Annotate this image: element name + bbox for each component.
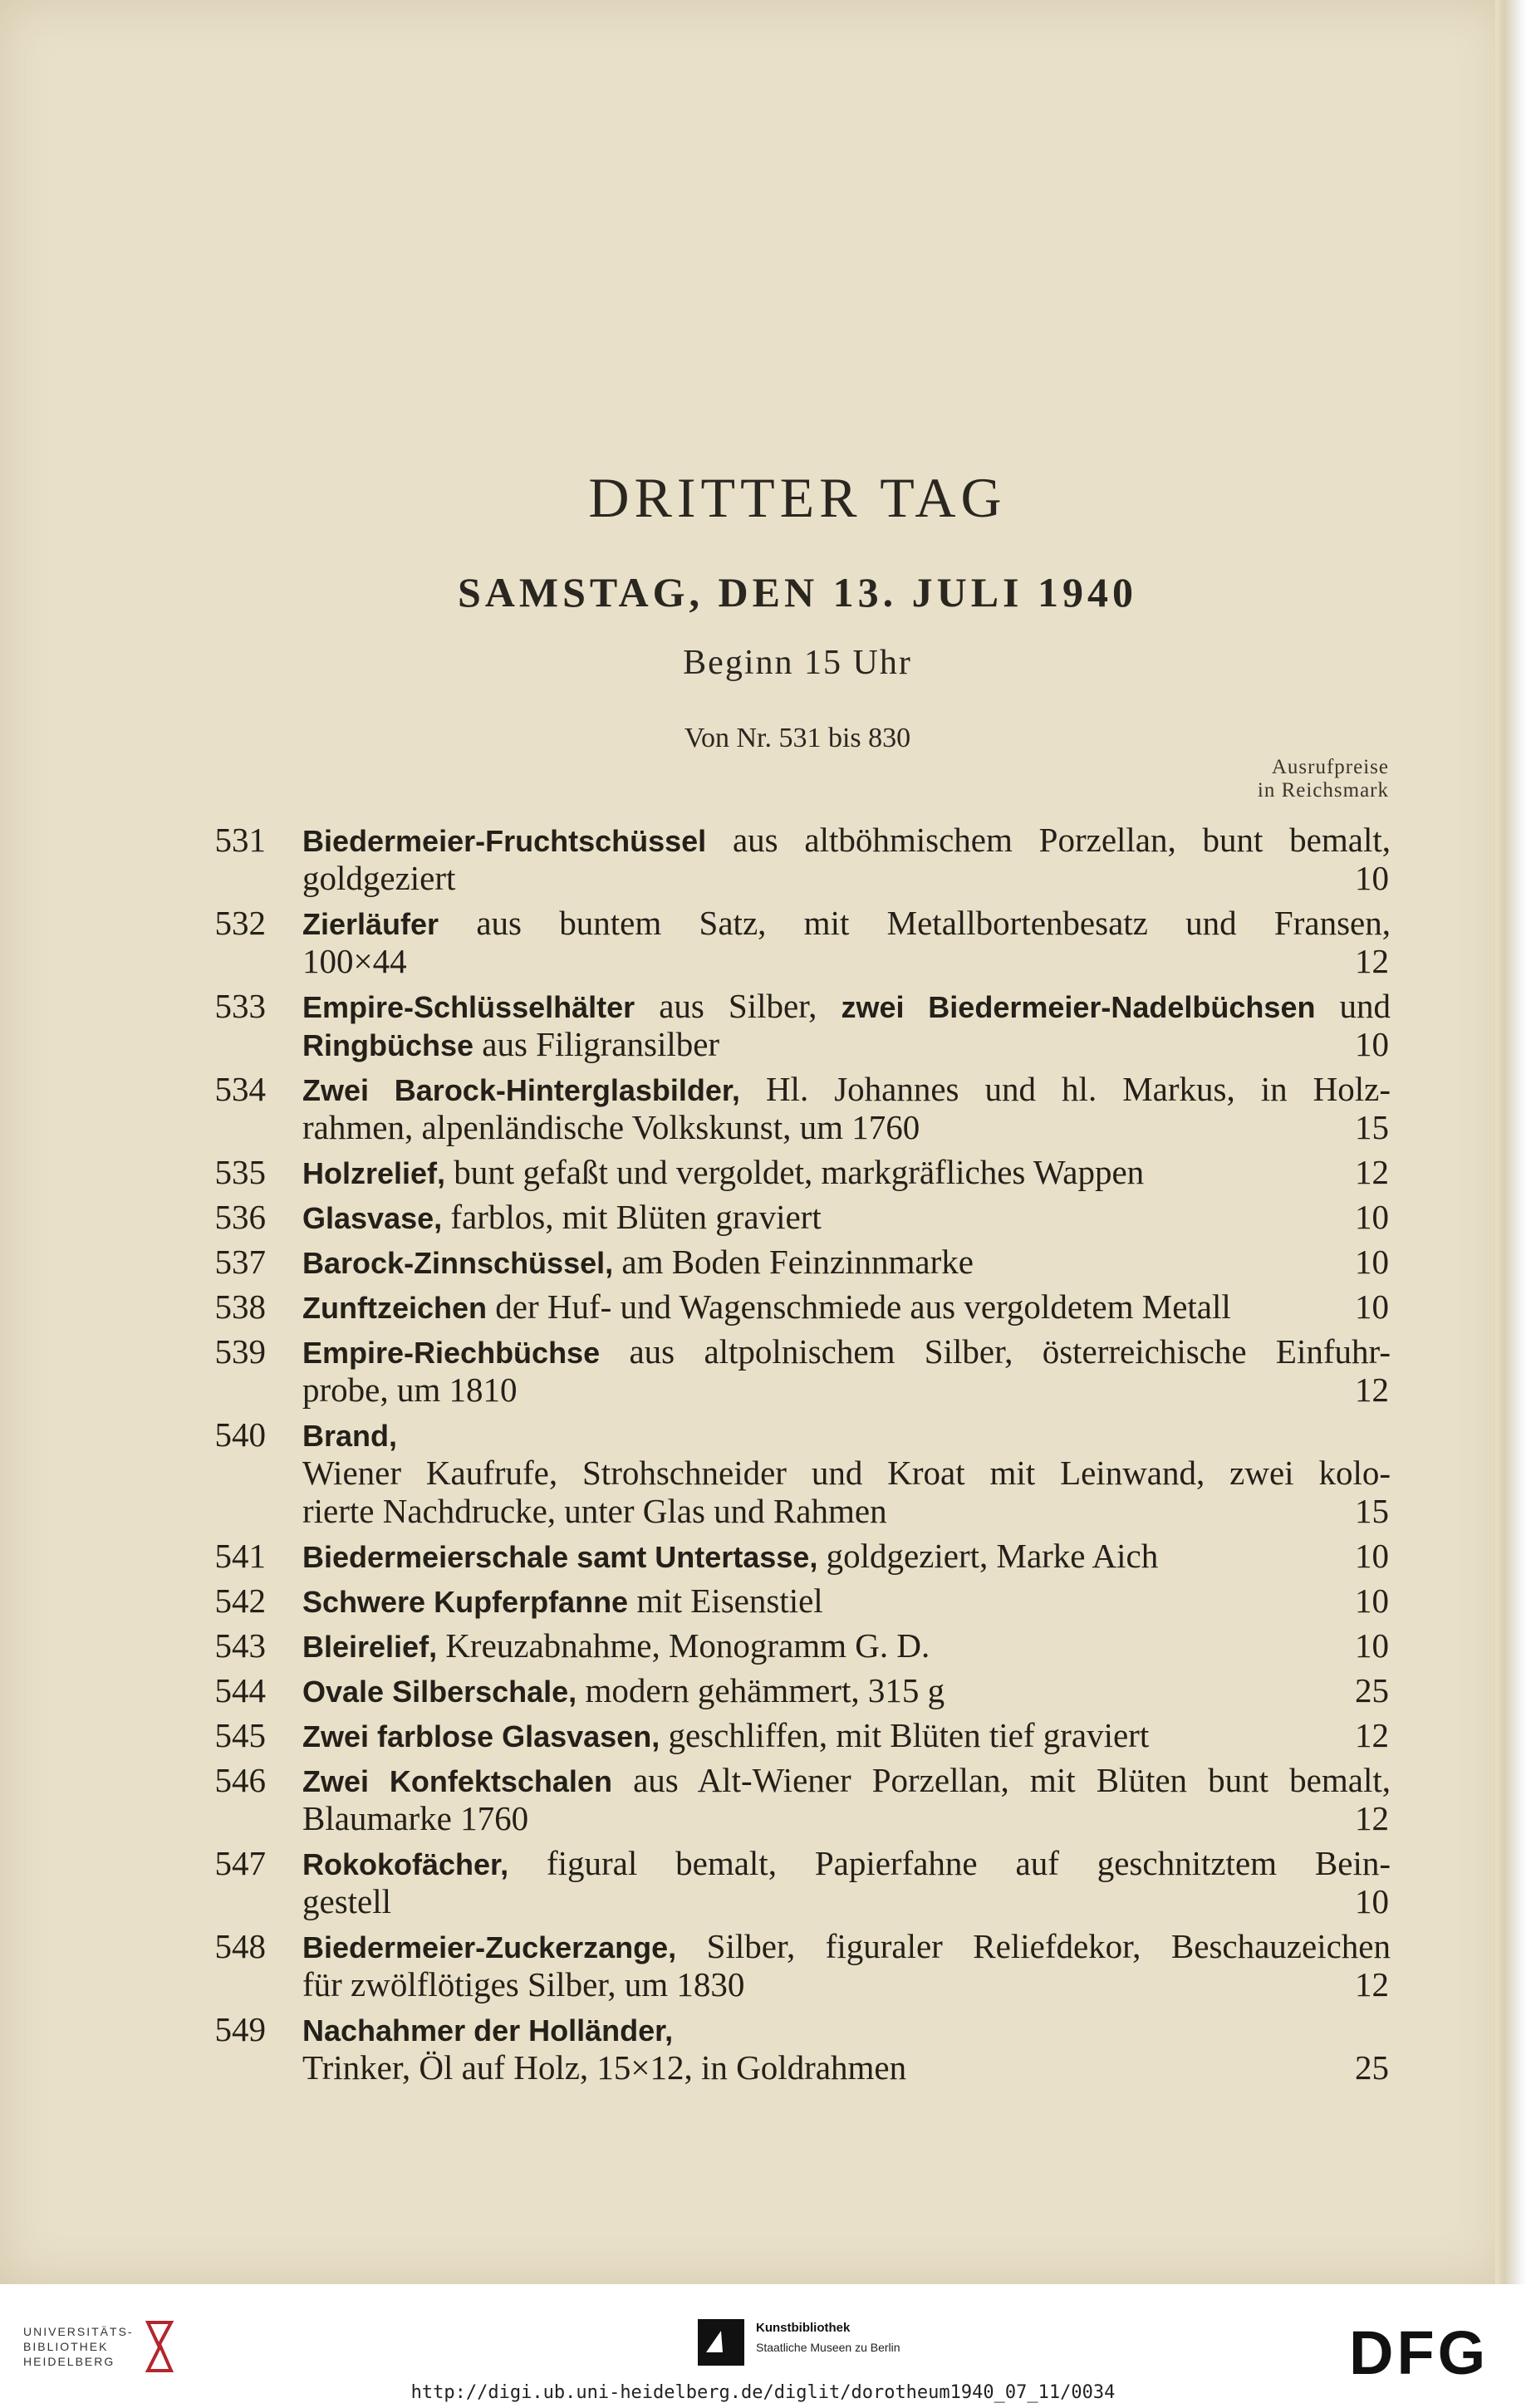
lot-title: Brand, <box>302 1419 398 1453</box>
lot-text: Hl. Johannes und hl. Markus, in Holz- <box>739 1070 1391 1108</box>
lot-text: Wiener Kaufrufe, Strohschneider und Kroat mit Leinwand, zwei kolo- <box>302 1454 1391 1492</box>
kunstbibliothek-subtitle: Staatliche Museen zu Berlin <box>756 2341 900 2354</box>
lot-text: farblos, mit Blüten graviert <box>442 1198 822 1236</box>
lot-description-line <box>302 1965 1391 2003</box>
lot-text: 100×44 <box>302 942 407 980</box>
lot-title: Zwei Konfektschalen <box>302 1764 612 1798</box>
dfg-logo: DFG <box>1349 2318 1489 2387</box>
lot-range: Von Nr. 531 bis 830 <box>684 723 911 753</box>
lot-description-line <box>302 1070 1391 1110</box>
footer <box>0 2284 1526 2408</box>
lot-title: Rokokofächer, <box>302 1847 509 1881</box>
lot-title: Bleirelief, <box>302 1630 438 1664</box>
lot-title: Schwere Kupferpfanne <box>302 1585 629 1619</box>
lot-text: mit Eisenstiel <box>628 1582 823 1620</box>
lot-price: 12 <box>1355 1716 1389 1754</box>
lot-description-line <box>302 1799 1391 1837</box>
ub-line: HEIDELBERG <box>23 2355 115 2368</box>
lot-number: 535 <box>214 1153 266 1191</box>
lot-title: Empire-Riechbüchse <box>302 1336 601 1370</box>
lot-description-line <box>302 1371 1391 1409</box>
lot-price: 15 <box>1355 1108 1389 1146</box>
lot-description-line <box>302 1492 1391 1530</box>
lot-text: aus altpolnischem Silber, österreichische Einfuhr- <box>600 1332 1391 1371</box>
lot-title: Nachahmer der Holländer, <box>302 2013 674 2048</box>
lot-text: Kreuzabnahme, Monogramm G. D. <box>437 1626 930 1665</box>
lot-title: Biedermeier-Zuckerzange, <box>302 1930 677 1964</box>
lot-text: Trinker, Öl auf Holz, 15×12, in Goldrahmen <box>302 2048 907 2087</box>
lot-description-line <box>302 1844 1391 1884</box>
lot-number: 534 <box>214 1070 266 1108</box>
lot-description-line <box>302 1025 1391 1065</box>
lot-text: goldgeziert, Marke Aich <box>817 1537 1159 1575</box>
ub-line: UNIVERSITÄTS- <box>23 2325 134 2338</box>
lot-number: 545 <box>214 1716 266 1754</box>
lot-number: 548 <box>214 1927 266 1965</box>
lot-price: 12 <box>1355 1153 1389 1191</box>
price-header-line-2: in Reichsmark <box>1257 779 1389 802</box>
lot-price: 10 <box>1355 1025 1389 1063</box>
lot-description-line <box>302 1454 1391 1492</box>
lot-price: 10 <box>1355 1287 1389 1326</box>
lot-text: aus Silber, <box>635 987 842 1025</box>
lot-title: zwei Biedermeier-Nadelbüchsen <box>841 990 1316 1024</box>
kunstbibliothek-title: Kunstbibliothek <box>756 2321 851 2335</box>
ub-heidelberg-text <box>23 2324 134 2369</box>
lot-description-line <box>302 1537 1391 1577</box>
lot-description-line <box>302 1927 1391 1967</box>
lot-description-line <box>302 2048 1391 2087</box>
lot-text: aus Alt-Wiener Porzellan, mit Blüten bunt bemalt, <box>611 1761 1391 1799</box>
source-url-link[interactable]: http://digi.ub.uni-heidelberg.de/diglit/dorotheum1940_07_11/0034 <box>410 2382 1116 2403</box>
kunstbibliothek-logo-icon <box>698 2319 744 2366</box>
lot-number: 539 <box>214 1332 266 1371</box>
lot-price: 25 <box>1355 2048 1389 2087</box>
lot-description-line <box>302 1153 1391 1193</box>
lot-price: 10 <box>1355 1626 1389 1665</box>
lot-title: Zwei farblose Glasvasen, <box>302 1719 660 1753</box>
lot-text: aus buntem Satz, mit Metallbortenbesatz und Fransen, <box>439 904 1391 942</box>
lot-price: 12 <box>1355 942 1389 980</box>
auction-date: SAMSTAG, DEN 13. JULI 1940 <box>457 569 1138 615</box>
lot-description-line <box>302 1332 1391 1372</box>
lot-title: Biedermeierschale samt Untertasse, <box>302 1540 818 1574</box>
lot-number: 533 <box>214 987 266 1025</box>
lot-text: aus Filigransilber <box>474 1025 720 1063</box>
lot-text: Blaumarke 1760 <box>302 1799 529 1837</box>
lot-number: 537 <box>214 1243 266 1281</box>
lot-title: Zunftzeichen <box>302 1291 487 1325</box>
lot-number: 536 <box>214 1198 266 1236</box>
lot-description-line <box>302 942 1391 980</box>
lot-price: 10 <box>1355 1243 1389 1281</box>
ub-heidelberg-logo-icon <box>141 2319 178 2374</box>
lot-number: 546 <box>214 1761 266 1799</box>
lot-price: 12 <box>1355 1965 1389 2003</box>
lot-text: aus altböhmischem Porzellan, bunt bemalt, <box>706 821 1391 859</box>
lot-number: 542 <box>214 1582 266 1620</box>
lot-description-line <box>302 1882 1391 1920</box>
lot-price: 10 <box>1355 1882 1389 1920</box>
lot-number: 549 <box>214 2010 266 2048</box>
lot-text: bunt gefaßt und vergoldet, markgräfliches Wappen <box>445 1153 1145 1191</box>
lot-description-line <box>302 1415 1391 1455</box>
lot-text: am Boden Feinzinnmarke <box>613 1243 974 1281</box>
lot-text: der Huf- und Wagenschmiede aus vergoldetem Metall <box>487 1287 1231 1326</box>
lot-text: gestell <box>302 1882 392 1920</box>
lot-price: 12 <box>1355 1799 1389 1837</box>
lot-title: Holzrelief, <box>302 1156 446 1190</box>
lot-number: 538 <box>214 1287 266 1326</box>
lot-price: 10 <box>1355 1582 1389 1620</box>
lot-text: figural bemalt, Papierfahne auf geschnitztem Bein- <box>508 1844 1391 1882</box>
lot-text: modern gehämmert, 315 g <box>577 1671 945 1709</box>
lot-text: Silber, figuraler Reliefdekor, Beschauzeichen <box>676 1927 1391 1965</box>
lot-description-line <box>302 987 1391 1027</box>
lot-price: 15 <box>1355 1492 1389 1530</box>
lot-price: 12 <box>1355 1371 1389 1409</box>
lot-description-line <box>302 904 1391 944</box>
lot-number: 531 <box>214 821 266 859</box>
lot-description-line <box>302 1716 1391 1756</box>
lot-title: Glasvase, <box>302 1201 443 1235</box>
price-header-line-1: Ausrufpreise <box>1271 756 1389 778</box>
lot-text: für zwölflötiges Silber, um 1830 <box>302 1965 745 2003</box>
lot-title: Ovale Silberschale, <box>302 1675 577 1709</box>
lot-text: rierte Nachdrucke, unter Glas und Rahmen <box>302 1492 887 1530</box>
lot-number: 541 <box>214 1537 266 1575</box>
lot-title: Ringbüchse <box>302 1028 474 1062</box>
lot-description-line <box>302 1198 1391 1238</box>
lot-price: 10 <box>1355 859 1389 897</box>
page-title: DRITTER TAG <box>588 466 1007 529</box>
lot-number: 540 <box>214 1415 266 1454</box>
lot-description-line <box>302 1287 1391 1327</box>
lot-description-line <box>302 1761 1391 1801</box>
lot-price: 25 <box>1355 1671 1389 1709</box>
lot-title: Zierläufer <box>302 907 439 941</box>
lot-title: Zwei Barock-Hinterglasbilder, <box>302 1073 740 1107</box>
lot-description-line <box>302 1626 1391 1666</box>
lot-number: 544 <box>214 1671 266 1709</box>
lot-description-line <box>302 1582 1391 1621</box>
lot-description-line <box>302 2010 1391 2050</box>
lot-description-line <box>302 1671 1391 1711</box>
lot-description-line <box>302 859 1391 897</box>
lot-title: Barock-Zinnschüssel, <box>302 1246 614 1280</box>
lot-text: und <box>1315 987 1391 1025</box>
lot-description-line <box>302 1243 1391 1282</box>
lot-number: 532 <box>214 904 266 942</box>
lot-text: goldgeziert <box>302 859 456 897</box>
lot-description-line <box>302 1108 1391 1146</box>
lot-number: 547 <box>214 1844 266 1882</box>
lot-text: geschliffen, mit Blüten tief graviert <box>660 1716 1150 1754</box>
ub-line: BIBLIOTHEK <box>23 2340 109 2353</box>
lot-text: rahmen, alpenländische Volkskunst, um 1760 <box>302 1108 920 1146</box>
lot-title: Empire-Schlüsselhälter <box>302 990 635 1024</box>
lot-description-line <box>302 821 1391 861</box>
start-time: Beginn 15 Uhr <box>683 644 912 682</box>
lot-title: Biedermeier-Fruchtschüssel <box>302 824 707 858</box>
lot-text: probe, um 1810 <box>302 1371 518 1409</box>
lot-number: 543 <box>214 1626 266 1665</box>
lot-price: 10 <box>1355 1537 1389 1575</box>
lot-price: 10 <box>1355 1198 1389 1236</box>
